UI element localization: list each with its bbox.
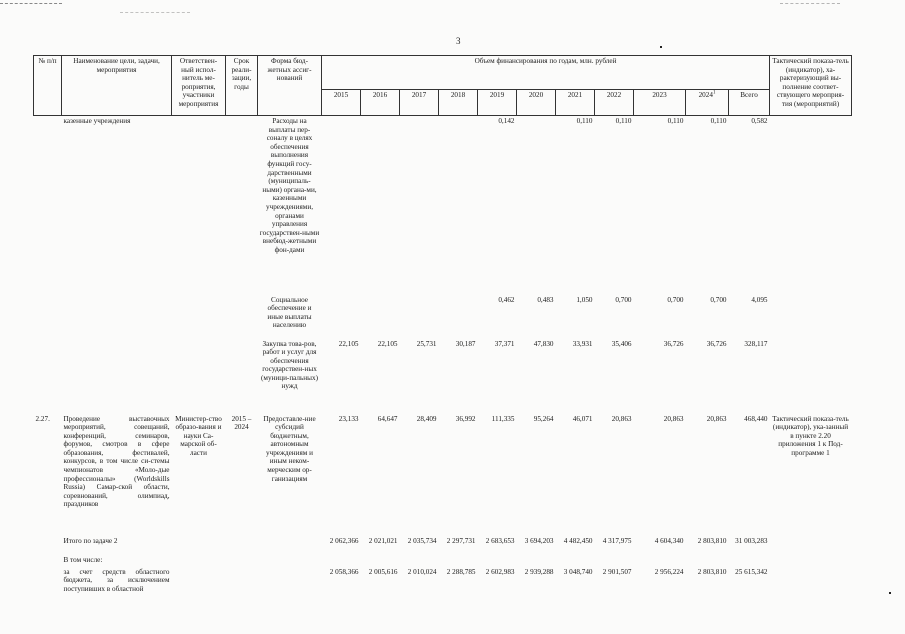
row-form: Предоставле-ние субсидий бюджетным, автономным учреждениям и иным неком-мерческим ор-ганизациям bbox=[263, 414, 316, 483]
row-responsible bbox=[172, 567, 226, 601]
header-year: 2017 bbox=[400, 90, 439, 116]
row-total: 25 615,342 bbox=[735, 567, 768, 576]
row-value: 22,105 bbox=[338, 339, 359, 348]
row-value: 2 005,616 bbox=[368, 567, 398, 576]
row-indicator bbox=[770, 339, 852, 414]
header-year: 2018 bbox=[439, 90, 478, 116]
header-year: 2021 bbox=[556, 90, 595, 116]
row-value bbox=[361, 555, 400, 567]
scan-dot bbox=[660, 46, 662, 48]
row-num bbox=[34, 555, 62, 567]
row-name: В том числе: bbox=[63, 555, 103, 564]
header-responsible: Ответствен-ный испол-нитель ме-роприятия, участники мероприятия bbox=[172, 56, 226, 116]
table-row bbox=[34, 536, 852, 555]
scan-artifact-top-mid bbox=[120, 12, 190, 14]
row-indicator bbox=[770, 116, 852, 295]
footnote-mark: 1 bbox=[712, 90, 716, 96]
table-row bbox=[34, 339, 852, 414]
row-value: 20,863 bbox=[706, 414, 727, 423]
row-value: 2 939,288 bbox=[524, 567, 554, 576]
row-value: 2 021,021 bbox=[368, 536, 398, 545]
row-value: 2 288,785 bbox=[446, 567, 476, 576]
row-indicator bbox=[770, 295, 852, 339]
row-name: Проведение выставочных мероприятий, совещаний, конференций, семинаров, форумов, смотров в сфере образования, фестивалей, конкурсов, в том числе си-стемы чемпионатов «Моло-дые профессионалы» (Worldskills Russia) Самар-ской области, соревнований, олимпиад, праздников bbox=[63, 414, 170, 509]
row-value: 23,133 bbox=[338, 414, 359, 423]
row-value: 0,700 bbox=[710, 295, 727, 304]
row-value: 36,726 bbox=[663, 339, 684, 348]
row-value bbox=[556, 555, 595, 567]
row-indicator bbox=[770, 555, 852, 567]
row-indicator bbox=[770, 567, 852, 601]
row-value bbox=[361, 116, 400, 295]
header-year: 2020 bbox=[517, 90, 556, 116]
header-name: Наименование цели, задачи, мероприятия bbox=[62, 56, 172, 116]
table-row bbox=[34, 295, 852, 339]
header-funding: Объем финансирования по годам, млн. рублей bbox=[322, 56, 770, 90]
row-value: 35,406 bbox=[611, 339, 632, 348]
row-total: 0,582 bbox=[751, 117, 768, 125]
row-term bbox=[226, 555, 258, 567]
row-value: 20,863 bbox=[663, 414, 684, 423]
row-name: Итого по задаче 2 bbox=[63, 536, 118, 545]
row-value: 28,409 bbox=[416, 414, 437, 423]
table-row bbox=[34, 116, 852, 295]
row-value: 4 604,340 bbox=[654, 536, 684, 545]
row-value: 36,992 bbox=[455, 414, 476, 423]
header-year-2024 bbox=[686, 90, 729, 116]
row-num bbox=[34, 339, 62, 414]
row-value bbox=[595, 555, 634, 567]
row-num bbox=[34, 567, 62, 601]
scan-artifact-top-right bbox=[780, 3, 840, 5]
row-value bbox=[439, 116, 478, 295]
row-value: 33,931 bbox=[572, 339, 593, 348]
row-value: 1,050 bbox=[576, 295, 593, 304]
row-value: 4 317,975 bbox=[602, 536, 632, 545]
row-value: 2 297,731 bbox=[446, 536, 476, 545]
row-value bbox=[361, 295, 400, 339]
row-term bbox=[226, 536, 258, 555]
row-value: 2 956,224 bbox=[654, 567, 684, 576]
row-value bbox=[478, 555, 517, 567]
row-value: 46,071 bbox=[572, 414, 593, 423]
header-num: № п/п bbox=[34, 56, 62, 116]
row-total bbox=[729, 555, 770, 567]
row-value bbox=[686, 555, 729, 567]
row-value: 2 803,810 bbox=[697, 536, 727, 545]
row-value: 0,483 bbox=[537, 295, 554, 304]
row-value: 64,647 bbox=[377, 414, 398, 423]
row-value bbox=[400, 116, 439, 295]
row-value bbox=[400, 555, 439, 567]
row-name: за счет средств областного бюджета, за исключением поступивших в областной bbox=[63, 567, 170, 593]
row-value bbox=[634, 555, 686, 567]
row-value: 0,110 bbox=[576, 117, 593, 125]
row-form bbox=[258, 536, 322, 555]
row-num bbox=[34, 295, 62, 339]
row-value: 111,335 bbox=[491, 414, 515, 423]
row-value bbox=[322, 555, 361, 567]
row-num bbox=[34, 116, 62, 295]
row-responsible bbox=[172, 339, 226, 414]
row-term bbox=[226, 567, 258, 601]
header-total: Всего bbox=[729, 90, 770, 116]
row-value: 3 694,203 bbox=[524, 536, 554, 545]
row-value: 0,110 bbox=[710, 117, 727, 125]
scan-artifact-top-left bbox=[0, 3, 62, 5]
row-value bbox=[322, 295, 361, 339]
row-value: 2 901,507 bbox=[602, 567, 632, 576]
row-value: 2 062,366 bbox=[329, 536, 359, 545]
row-value: 2 803,810 bbox=[697, 567, 727, 576]
page-number: 3 bbox=[456, 36, 461, 46]
header-year: 2015 bbox=[322, 90, 361, 116]
header-year: 2019 bbox=[478, 90, 517, 116]
row-term bbox=[226, 116, 258, 295]
row-value: 95,264 bbox=[533, 414, 554, 423]
header-indicator: Тактический показа-тель (индикатор), ха-рактеризующий вы-полнение соответ-ствующего мероприя-тия (мероприятий) bbox=[770, 56, 852, 116]
row-value: 2 683,653 bbox=[485, 536, 515, 545]
row-form: Расходы на выплаты пер-соналу в целях обеспечения выполнения функций госу-дарственными (муниципаль-ными) органа-ми, казенными учреждениями, органами управления государствен-ными внебюд-жетными фон-дами bbox=[259, 117, 320, 254]
row-value bbox=[517, 555, 556, 567]
row-name bbox=[62, 295, 172, 339]
header-year: 2023 bbox=[634, 90, 686, 116]
row-value bbox=[439, 555, 478, 567]
row-form: Закупка това-ров, работ и услуг для обеспечения государствен-ных (муници-пальных) нужд bbox=[261, 339, 318, 391]
row-value: 4 482,450 bbox=[563, 536, 593, 545]
row-value: 2 010,024 bbox=[407, 567, 437, 576]
row-num bbox=[34, 536, 62, 555]
row-responsible bbox=[172, 295, 226, 339]
row-value: 37,371 bbox=[494, 339, 515, 348]
header-year: 2016 bbox=[361, 90, 400, 116]
row-form bbox=[258, 555, 322, 567]
year-2024-label: 2024 bbox=[698, 91, 713, 99]
row-term bbox=[226, 339, 258, 414]
row-value: 0,700 bbox=[615, 295, 632, 304]
row-value: 47,830 bbox=[533, 339, 554, 348]
row-value: 0,142 bbox=[498, 117, 515, 125]
funding-table bbox=[33, 55, 852, 601]
row-total: 31 003,283 bbox=[735, 536, 768, 545]
row-value: 30,187 bbox=[455, 339, 476, 348]
table-row bbox=[34, 555, 852, 567]
row-total: 328,117 bbox=[744, 339, 768, 348]
row-value bbox=[517, 116, 556, 295]
row-total: 468,440 bbox=[744, 414, 768, 423]
header-year: 2022 bbox=[595, 90, 634, 116]
row-value bbox=[400, 295, 439, 339]
row-name bbox=[62, 339, 172, 414]
scan-dot bbox=[889, 592, 891, 594]
row-value: 0,110 bbox=[615, 117, 632, 125]
row-value: 0,462 bbox=[498, 295, 515, 304]
row-form bbox=[258, 567, 322, 601]
row-responsible bbox=[172, 116, 226, 295]
row-indicator bbox=[770, 536, 852, 555]
row-value: 36,726 bbox=[706, 339, 727, 348]
row-total: 4,095 bbox=[751, 295, 768, 304]
row-value: 2 035,734 bbox=[407, 536, 437, 545]
row-value: 0,700 bbox=[667, 295, 684, 304]
row-term bbox=[226, 295, 258, 339]
row-value: 3 048,740 bbox=[563, 567, 593, 576]
row-form: Социальное обеспечение и иные выплаты населению bbox=[267, 295, 312, 330]
table-row bbox=[34, 567, 852, 601]
row-value: 0,110 bbox=[667, 117, 684, 125]
row-responsible: Министер-ство образо-вания и науки Са-марской об-ласти bbox=[175, 414, 222, 457]
row-value: 20,863 bbox=[611, 414, 632, 423]
header-term: Срок реали-зации, годы bbox=[226, 56, 258, 116]
row-indicator: Тактический показа-тель (индикатор), ука-занный в пункте 2.20 приложения 1 к Под-программе 1 bbox=[772, 414, 849, 457]
row-num: 2.27. bbox=[35, 414, 50, 423]
row-value bbox=[322, 116, 361, 295]
row-value: 2 602,983 bbox=[485, 567, 515, 576]
row-value: 2 058,366 bbox=[329, 567, 359, 576]
row-term: 2015 – 2024 bbox=[231, 414, 252, 432]
row-name: казенные учреждения bbox=[63, 117, 131, 125]
row-value bbox=[439, 295, 478, 339]
row-value: 22,105 bbox=[377, 339, 398, 348]
row-responsible bbox=[172, 536, 226, 555]
table-row bbox=[34, 414, 852, 536]
row-responsible bbox=[172, 555, 226, 567]
row-value: 25,731 bbox=[416, 339, 437, 348]
header-form: Форма бюд-жетных ассиг-нований bbox=[258, 56, 322, 116]
